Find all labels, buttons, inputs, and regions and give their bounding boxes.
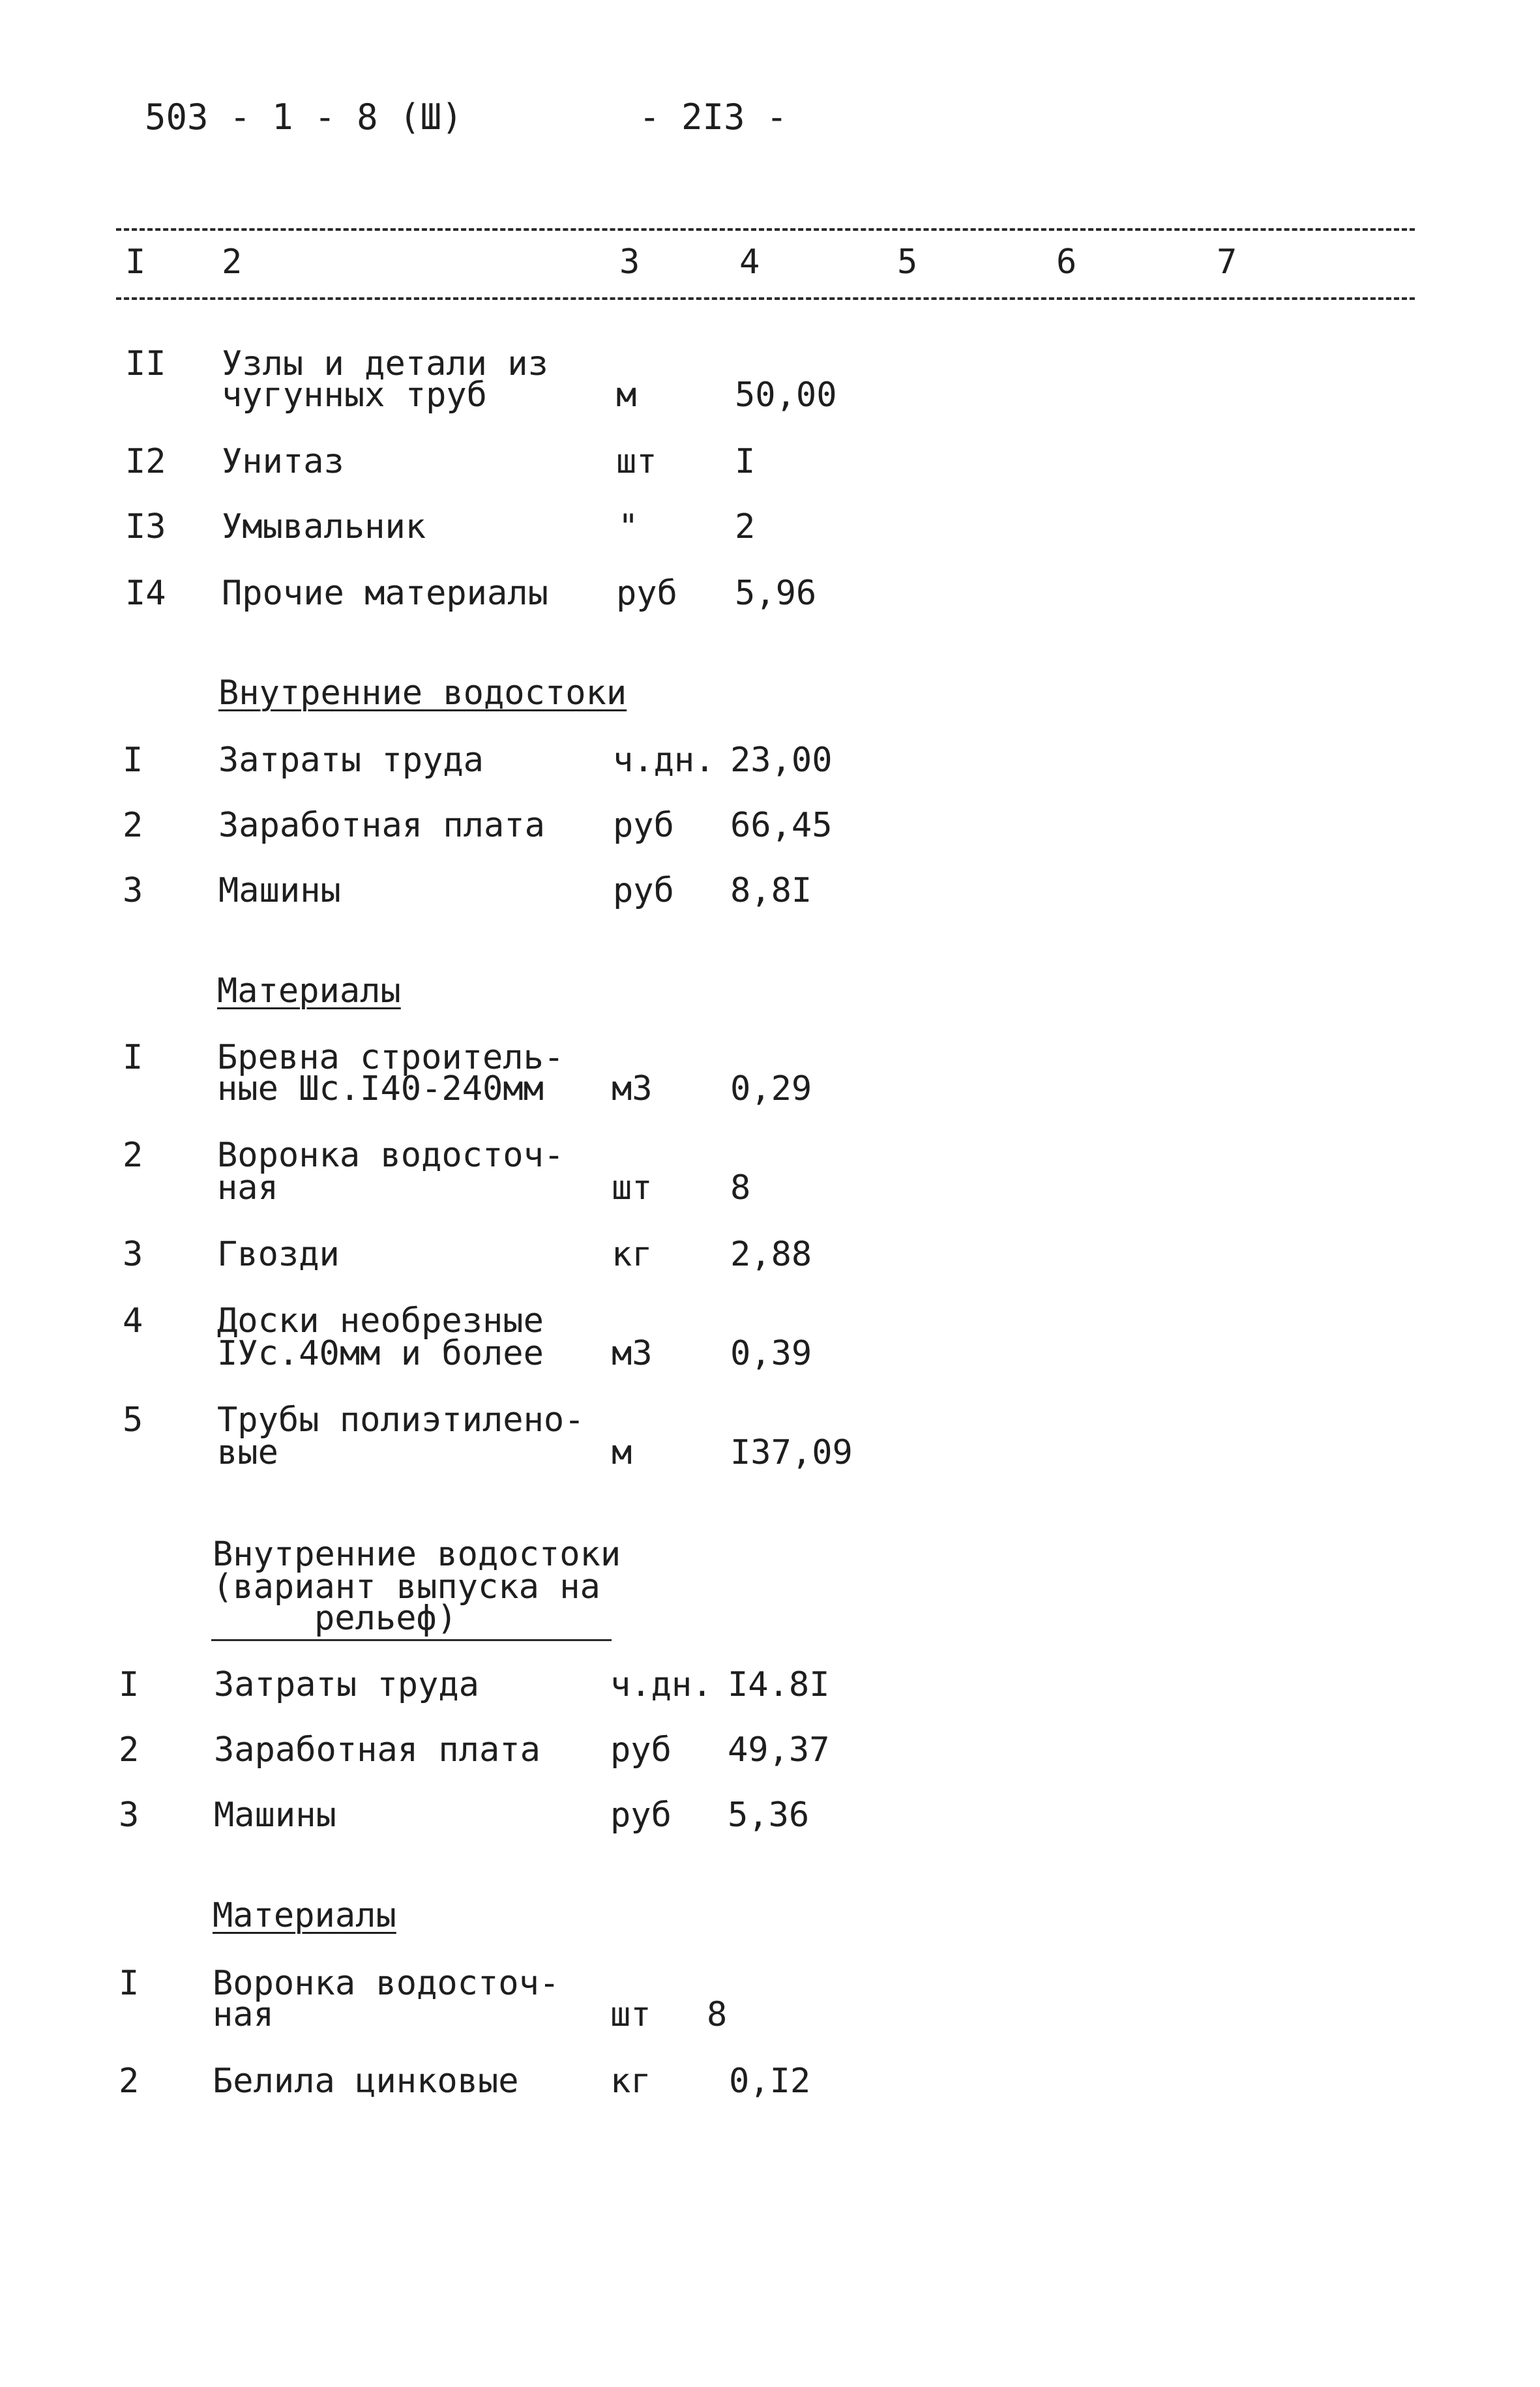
- row-unit: руб: [613, 871, 674, 910]
- section-underline: [211, 1639, 612, 1641]
- row-name-line1: Заработная плата: [214, 1730, 540, 1770]
- row-name-line1: Воронка водосточ-: [217, 1136, 565, 1175]
- row-name-line1: Прочие материалы: [222, 574, 548, 613]
- section-heading-materials: Материалы: [217, 971, 401, 1011]
- row-number: I: [123, 1038, 143, 1077]
- row-name-line1: Затраты труда: [218, 741, 484, 780]
- row-name-line1: Машины: [218, 871, 341, 910]
- row-name-line1: Бревна строитель-: [217, 1038, 565, 1077]
- row-number: I: [123, 741, 143, 780]
- row-name-line2: вые: [217, 1433, 278, 1472]
- page-number: - 2I3 -: [639, 96, 788, 138]
- row-unit: руб: [616, 574, 677, 613]
- header-rule-top: [116, 228, 1415, 231]
- row-name-line1: Белила цинковые: [213, 2062, 519, 2101]
- section-heading-materials-2: Материалы: [213, 1896, 396, 1935]
- row-name-line1: Узлы и детали из: [222, 344, 548, 383]
- row-unit: кг: [612, 1235, 653, 1274]
- row-name-line2: ная: [213, 1995, 274, 2034]
- row-unit: м: [616, 376, 637, 415]
- row-number: 3: [123, 871, 143, 910]
- row-name-line2: ная: [217, 1168, 278, 1208]
- row-number: I2: [125, 442, 166, 481]
- row-number: 3: [123, 1235, 143, 1274]
- row-unit: ч.дн.: [613, 741, 715, 780]
- row-quantity: 49,37: [728, 1730, 830, 1770]
- row-name-line1: Заработная плата: [218, 806, 545, 845]
- row-quantity: 66,45: [730, 806, 833, 845]
- row-name-line2: чугунных труб: [222, 376, 487, 415]
- row-quantity: 0,I2: [729, 2062, 811, 2101]
- row-number: II: [125, 344, 166, 383]
- row-name-line1: Машины: [214, 1796, 336, 1835]
- row-quantity: 2: [735, 507, 756, 546]
- row-number: 2: [123, 806, 143, 845]
- section-heading-line2: (вариант выпуска на: [213, 1567, 600, 1607]
- header-rule-bottom: [116, 297, 1415, 300]
- row-number: 3: [119, 1796, 140, 1835]
- row-quantity: 8: [730, 1168, 751, 1208]
- row-name-line1: Воронка водосточ-: [213, 1964, 560, 2003]
- row-unit: ч.дн.: [610, 1665, 713, 1704]
- row-name-line1: Затраты труда: [214, 1665, 479, 1704]
- column-header-4: 4: [739, 243, 760, 282]
- column-header-7: 7: [1217, 243, 1237, 282]
- row-quantity: I4.8I: [728, 1665, 830, 1704]
- row-unit: ": [618, 507, 639, 546]
- column-header-6: 6: [1056, 243, 1077, 282]
- row-unit: шт: [616, 442, 657, 481]
- row-quantity: 50,00: [735, 376, 837, 415]
- row-number: 2: [119, 2062, 140, 2101]
- row-quantity: I: [735, 442, 756, 481]
- row-number: I: [119, 1665, 140, 1704]
- row-name-line2: IУс.40мм и более: [217, 1334, 544, 1373]
- row-quantity: 23,00: [730, 741, 833, 780]
- section-heading-line3: рельеф): [314, 1599, 458, 1638]
- row-unit: м3: [612, 1069, 653, 1108]
- column-header-5: 5: [897, 243, 918, 282]
- row-name-line1: Умывальник: [222, 507, 426, 546]
- section-heading-line1: Внутренние водостоки: [213, 1535, 621, 1574]
- row-number: I3: [125, 507, 166, 546]
- row-unit: м: [612, 1433, 632, 1472]
- row-quantity: 0,29: [730, 1069, 812, 1108]
- row-quantity: 5,96: [735, 574, 817, 613]
- row-name-line1: Гвозди: [217, 1235, 340, 1274]
- column-header-2: 2: [222, 243, 243, 282]
- row-name-line1: Унитаз: [222, 442, 344, 481]
- document-code: 503 - 1 - 8 (Ш): [145, 96, 463, 138]
- row-unit: руб: [613, 806, 674, 845]
- section-heading-internal-drains: Внутренние водостоки: [218, 674, 627, 713]
- row-quantity: 0,39: [730, 1334, 812, 1373]
- row-unit: шт: [610, 1995, 651, 2034]
- column-header-3: 3: [619, 243, 640, 282]
- row-number: 5: [123, 1401, 143, 1440]
- row-number: 2: [119, 1730, 140, 1770]
- row-number: I4: [125, 574, 166, 613]
- row-quantity: I37,09: [730, 1433, 853, 1472]
- row-quantity: 8: [707, 1995, 728, 2034]
- row-name-line1: Доски необрезные: [217, 1301, 544, 1341]
- row-unit: м3: [612, 1334, 653, 1373]
- row-unit: кг: [610, 2062, 651, 2101]
- row-unit: шт: [612, 1168, 653, 1208]
- row-quantity: 8,8I: [730, 871, 812, 910]
- row-name-line1: Трубы полиэтилено-: [217, 1401, 585, 1440]
- row-unit: руб: [610, 1796, 672, 1835]
- row-number: I: [119, 1964, 140, 2003]
- row-number: 4: [123, 1301, 143, 1341]
- row-quantity: 2,88: [730, 1235, 812, 1274]
- row-number: 2: [123, 1136, 143, 1175]
- row-quantity: 5,36: [728, 1796, 810, 1835]
- row-unit: руб: [610, 1730, 672, 1770]
- column-header-1: I: [125, 243, 146, 282]
- row-name-line2: ные Шс.I40-240мм: [217, 1069, 544, 1108]
